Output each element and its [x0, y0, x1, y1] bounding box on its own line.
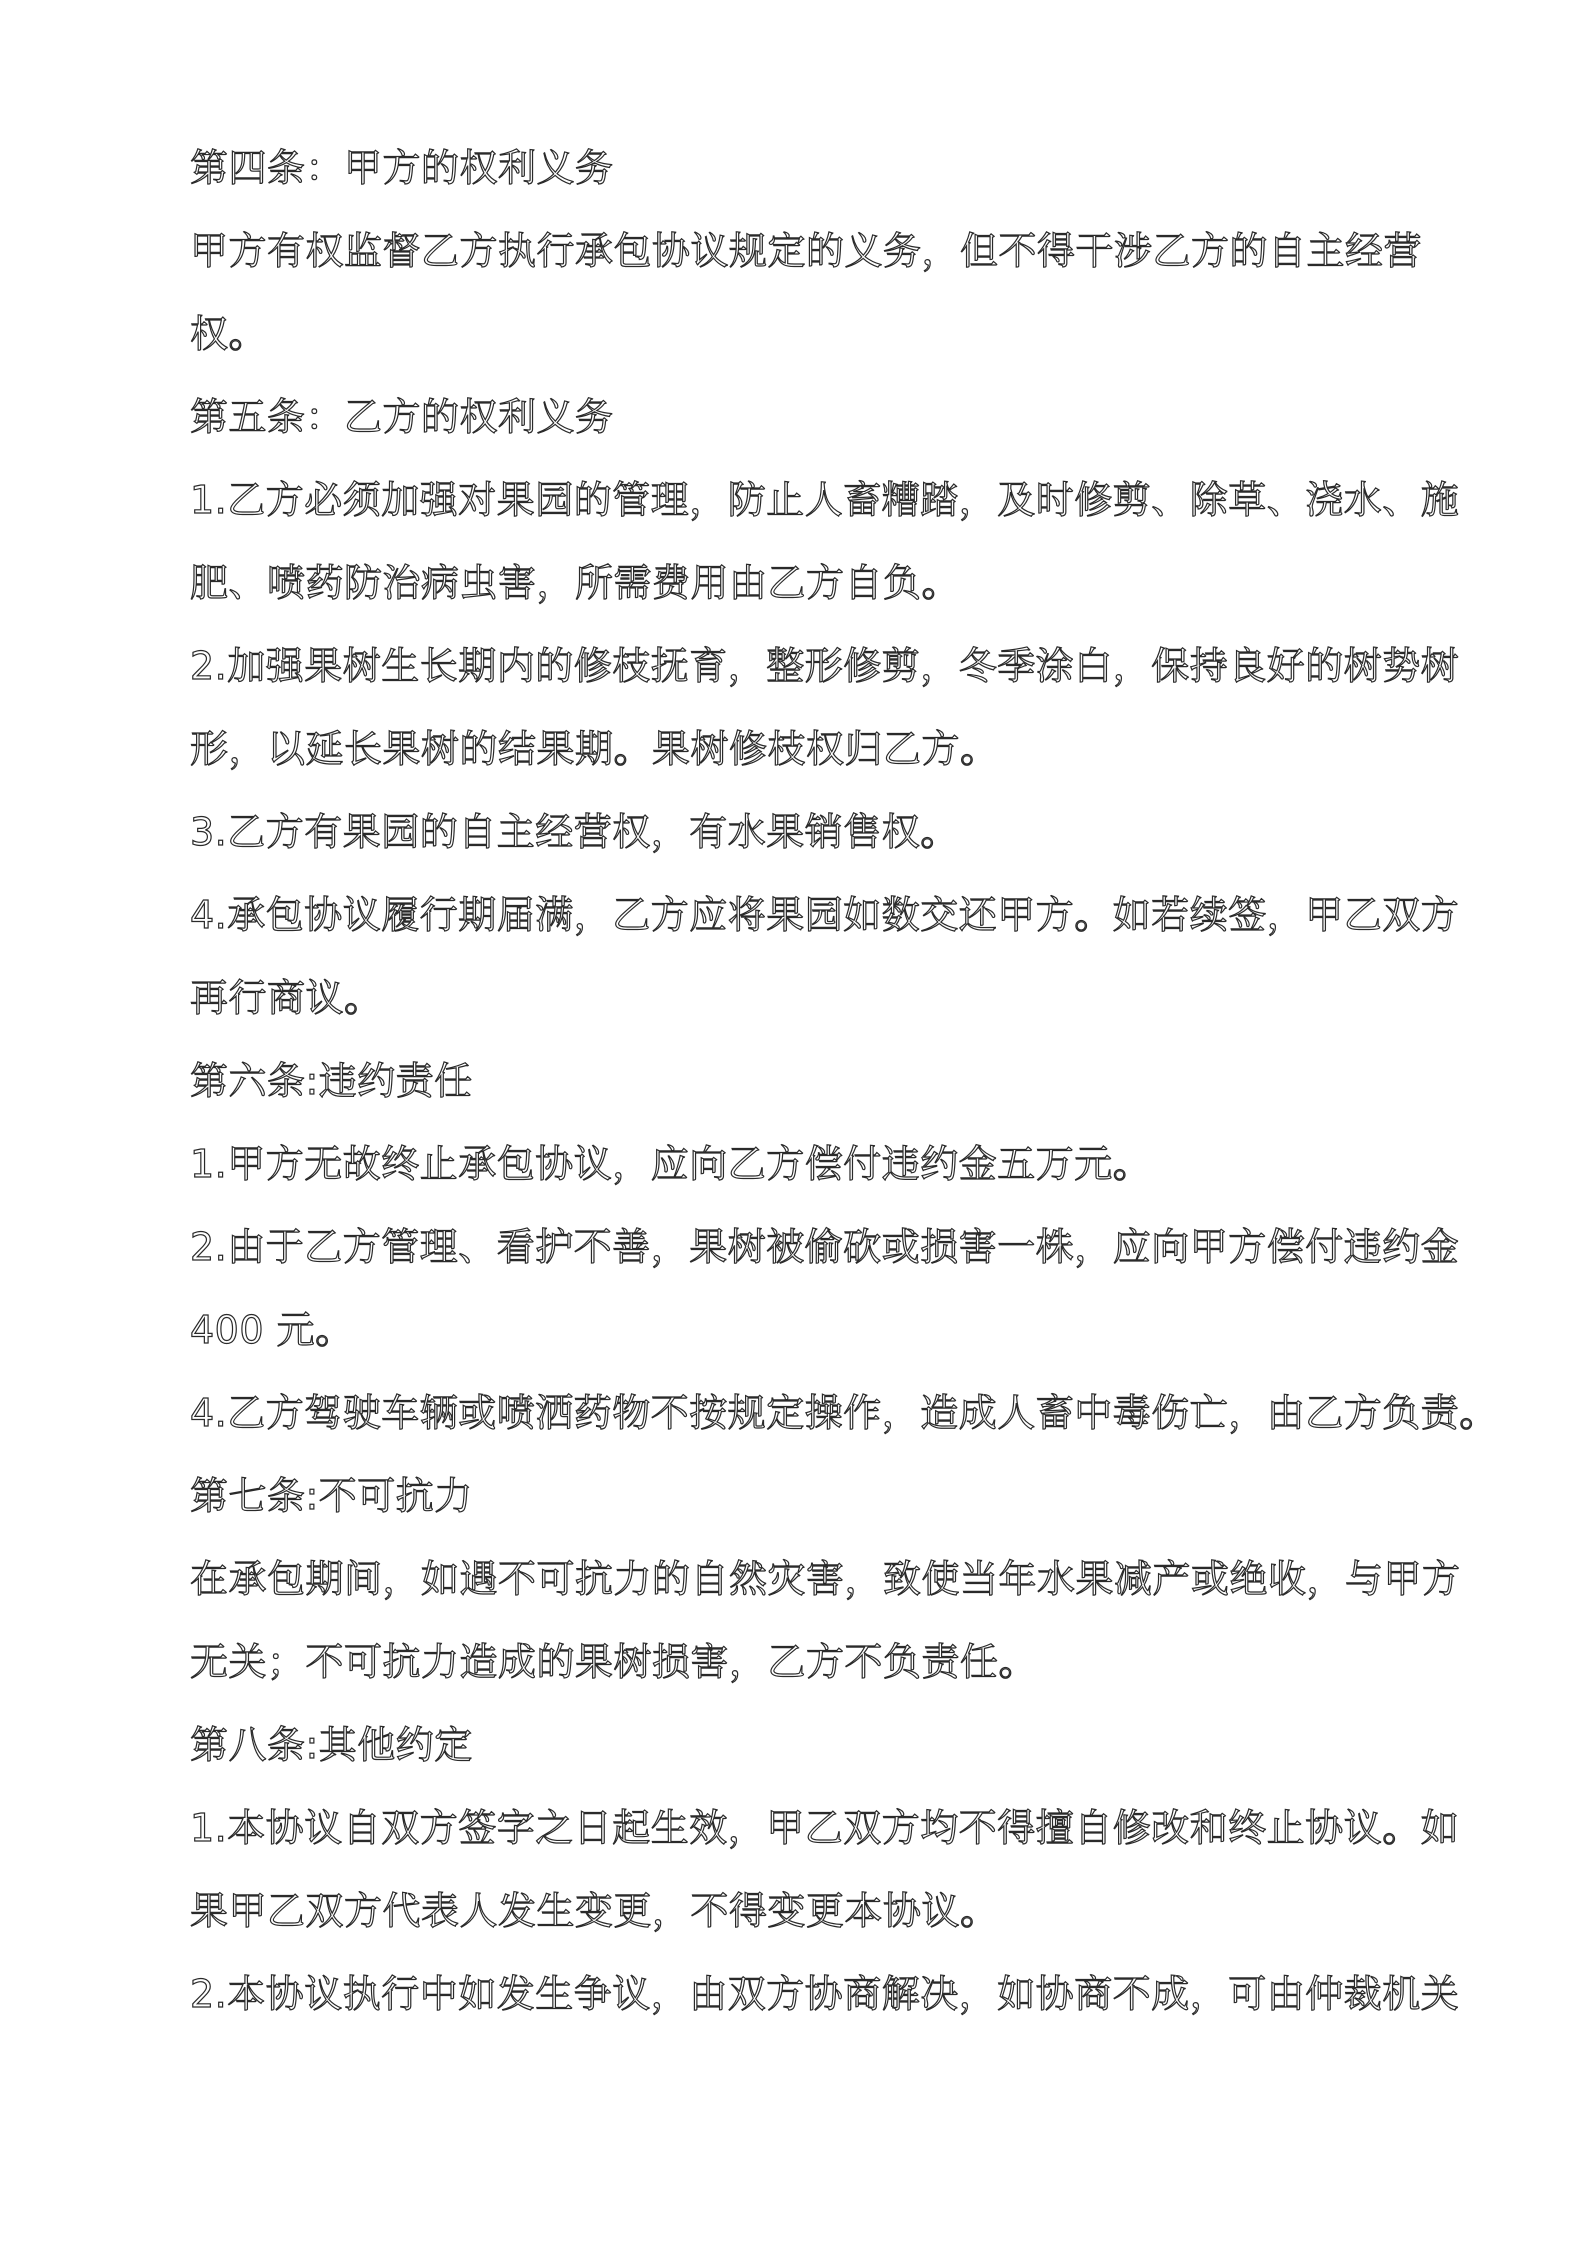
paragraph-line: 4.承包协议履行期届满，乙方应将果园如数交还甲方。如若续签，甲乙双方	[190, 893, 1460, 937]
paragraph-line: 1.本协议自双方签字之日起生效，甲乙双方均不得擅自修改和终止协议。如	[190, 1806, 1460, 1850]
paragraph-line: 甲方有权监督乙方执行承包协议规定的义务，但不得干涉乙方的自主经营	[190, 229, 1423, 273]
document-body	[190, 138, 1498, 2047]
paragraph-line: 3.乙方有果园的自主经营权，有水果销售权。	[190, 810, 959, 854]
article-5-heading: 第五条：乙方的权利义务	[190, 395, 614, 439]
paragraph-line: 1.乙方必须加强对果园的管理，防止人畜糟踏，及时修剪、除草、浇水、施	[190, 478, 1460, 522]
article-8-heading: 第八条:其他约定	[190, 1723, 473, 1767]
paragraph-line: 无关；不可抗力造成的果树损害，乙方不负责任。	[190, 1640, 1038, 1684]
article-6-heading: 第六条:违约责任	[190, 1059, 473, 1103]
paragraph-line: 400 元。	[190, 1308, 354, 1352]
paragraph-line: 肥、喷药防治病虫害，所需费用由乙方自负。	[190, 561, 961, 605]
paragraph-line: 在承包期间，如遇不可抗力的自然灾害，致使当年水果减产或绝收，与甲方	[190, 1557, 1461, 1601]
paragraph-line: 再行商议。	[190, 976, 383, 1020]
paragraph-line: 权。	[190, 312, 268, 356]
article-7-heading: 第七条:不可抗力	[190, 1474, 473, 1518]
paragraph-line: 2.加强果树生长期内的修枝抚育，整形修剪，冬季涂白，保持良好的树势树	[190, 644, 1460, 688]
paragraph-line: 2.本协议执行中如发生争议，由双方协商解决，如协商不成，可由仲裁机关	[190, 1972, 1460, 2016]
article-4-heading: 第四条：甲方的权利义务	[190, 146, 614, 190]
paragraph-line: 1.甲方无故终止承包协议，应向乙方偿付违约金五万元。	[190, 1142, 1152, 1186]
paragraph-line: 4.乙方驾驶车辆或喷洒药物不按规定操作，造成人畜中毒伤亡，由乙方负责。	[190, 1391, 1498, 1435]
paragraph-line: 形，以延长果树的结果期。果树修枝权归乙方。	[190, 727, 999, 771]
paragraph-line: 2.由于乙方管理、看护不善，果树被偷砍或损害一株，应向甲方偿付违约金	[190, 1225, 1460, 1269]
paragraph-line: 果甲乙双方代表人发生变更，不得变更本协议。	[190, 1889, 999, 1933]
